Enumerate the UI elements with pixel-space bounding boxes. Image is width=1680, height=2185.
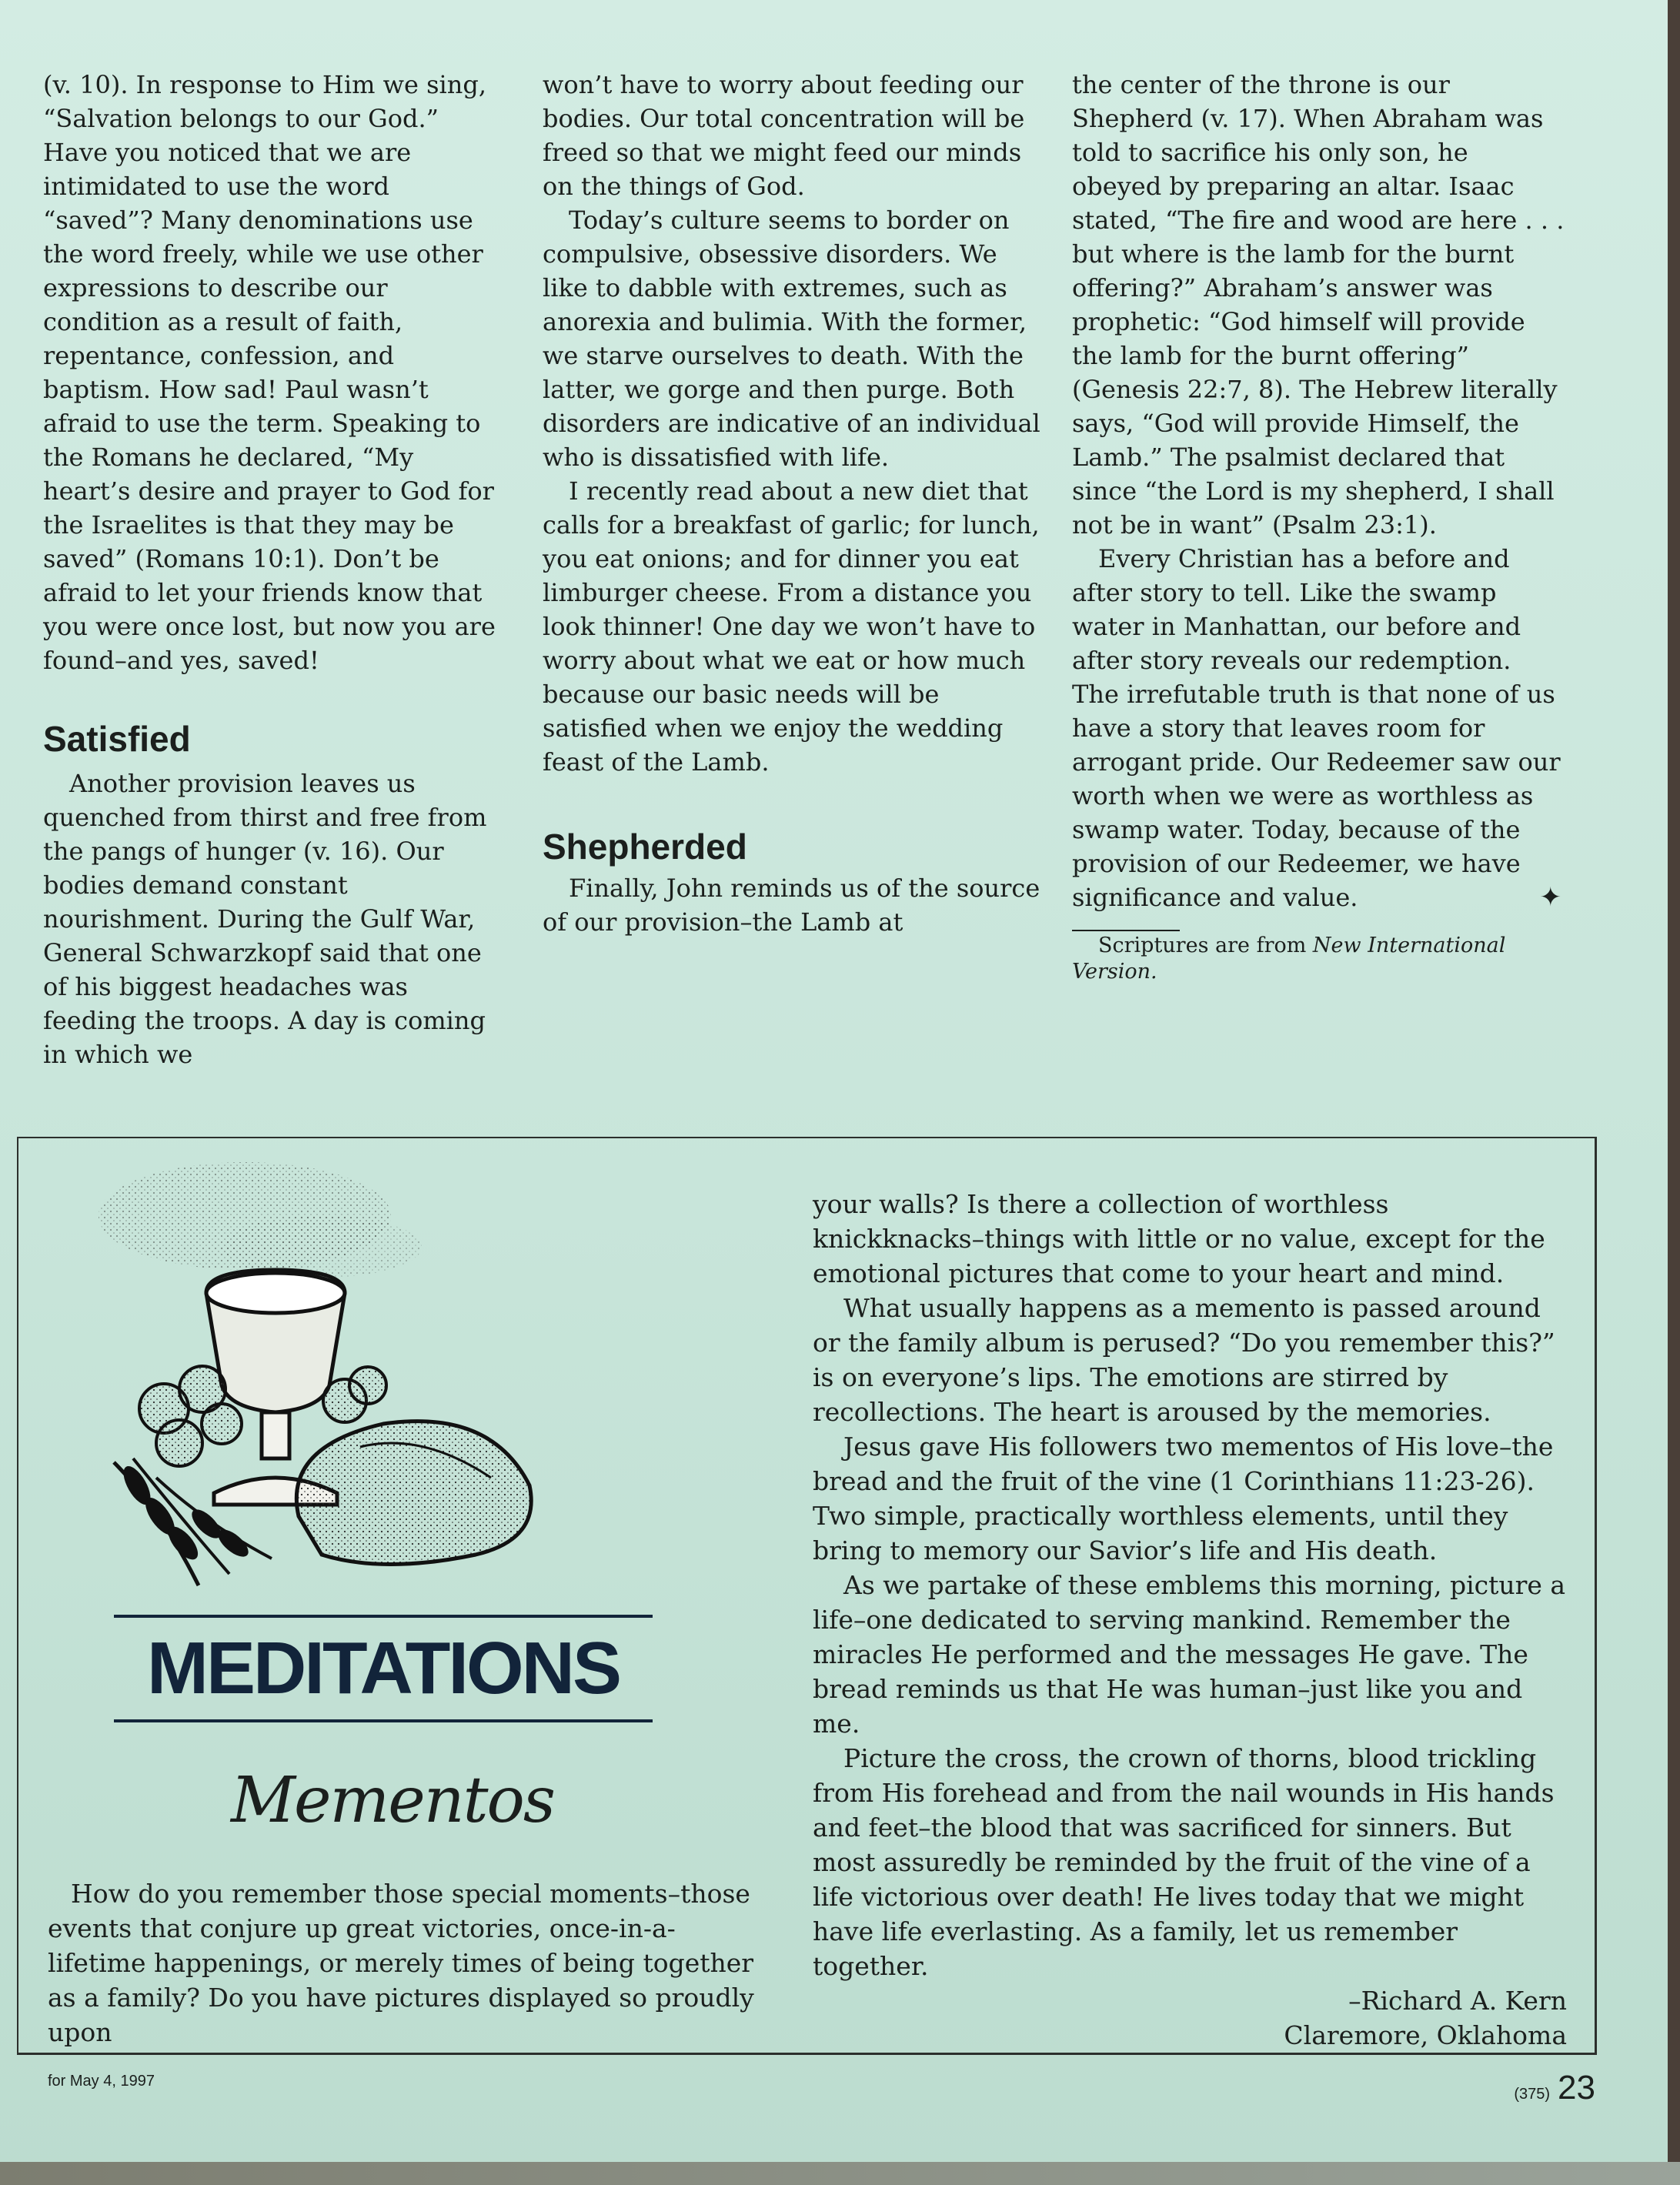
page-bottom-edge <box>0 2162 1680 2185</box>
page-edge-shadow <box>1668 0 1680 2185</box>
meditations-paragraph-5: Picture the cross, the crown of thorns, blood trickling from His forehead and from the nail wounds in His hands and feet–the blood that was sacrificed for sinners. But most assuredly be reminded by the fruit of the vine of a life victorious over death! He lives today that we might have life everlasting. As a family, let us remember together. <box>813 1743 1555 1981</box>
meditations-paragraph-1: your walls? Is there a collection of worthless knickknacks–things with little or no value, except for the emotional pictures that come to your heart and mind. <box>813 1189 1545 1288</box>
meditations-paragraph-3: Jesus gave His followers two mementos of His love–the bread and the fruit of the vine (1 Corinthians 11:23-26). Two simple, practically worthless elements, until they bring to memory our Savior’s life and His death. <box>813 1432 1554 1565</box>
page-number-block <box>1514 2069 1595 2107</box>
scripture-version: New International Version. <box>1072 934 1506 984</box>
author-location: Claremore, Oklahoma <box>1284 2020 1567 2050</box>
issue-code: (375) <box>1514 2086 1551 2103</box>
paragraph-abraham: the center of the throne is our Shepherd (v. 17). When Abraham was told to sacrifice his only son, he obeyed by preparing an altar. Isaac stated, “The fire and wood are here . . . but where is the lamb for the burnt offering?” Abraham’s answer was prophetic: “God himself will provide the lamb for the burnt offering” (Genesis 22:7, 8). The Hebrew literally says, “God will provide Himself, the Lamb.” The psalmist declared that since “the Lord is my shepherd, I shall not be in want” (Psalm 23:1). <box>1072 70 1565 540</box>
paragraph-before-after-text: Every Christian has a before and after story to tell. Like the swamp water in Manhattan, our before and after story reveals our redemption. The irrefutable truth is that none of us have a story that leaves room for arrogant pride. Our Redeemer saw our worth when we were as worthless as swamp water. Today, because of the provision of our Redeemer, we have significance and value. <box>1072 544 1561 912</box>
issue-date: for May 4, 1997 <box>48 2073 155 2090</box>
paragraph-shepherded: Finally, John reminds us of the source of our provision–the Lamb at <box>543 874 1040 937</box>
paragraph-diet: I recently read about a new diet that calls for a breakfast of garlic; for lunch, you eat onions; and for dinner you eat limburger cheese. From a distance you look thinner! One day we won’t have to worry about what we eat or how much because our basic needs will be satisfied when we enjoy the wedding feast of the Lamb. <box>543 476 1040 777</box>
communion-cup-and-bread-icon <box>91 1154 568 1601</box>
heading-shepherded: Shepherded <box>543 827 747 867</box>
heading-satisfied: Satisfied <box>43 719 191 759</box>
paragraph-feeding: won’t have to worry about feeding our bodies. Our total concentration will be freed so that we might feed our minds on the things of God. <box>543 70 1025 201</box>
footnote-rule <box>1072 930 1180 931</box>
paragraph-satisfied: Another provision leaves us quenched from thirst and free from the pangs of hunger (v. 16). Our bodies demand constant nourishment. During the Gulf War, General Schwarzkopf said that one of his biggest headaches was feeding the troops. A day is coming in which we <box>43 769 487 1069</box>
paragraph-before-after <box>1072 542 1565 914</box>
paragraph-culture: Today’s culture seems to border on compulsive, obsessive disorders. We like to dabble with extremes, such as anorexia and bulimia. With the former, we starve ourselves to death. With the latter, we gorge and then purge. Both disorders are indicative of an individual who is dissatisfied with life. <box>543 205 1040 472</box>
meditations-paragraph-2: What usually happens as a memento is passed around or the family album is perused? “Do you remember this?” is on everyone’s lips. The emotions are stirred by recollections. The heart is aroused by the memories. <box>813 1293 1555 1427</box>
end-of-article-icon: ✦ <box>1539 882 1561 913</box>
meditations-logo-text: MEDITATIONS <box>146 1627 620 1709</box>
article-column-1 <box>43 68 505 1071</box>
meditations-left-column <box>48 1876 756 2050</box>
logo-bottom-rule <box>114 1719 653 1722</box>
meditations-logo <box>114 1615 653 1722</box>
article-column-3 <box>1072 68 1565 985</box>
meditations-right-column <box>813 1187 1567 2053</box>
meditations-intro-paragraph: How do you remember those special moments–those events that conjure up great victories, once-in-a-lifetime happenings, or merely times of being together as a family? Do you have pictures displayed so proudly upon <box>48 1879 754 2047</box>
author-name: –Richard A. Kern <box>1348 1986 1567 2016</box>
scripture-note-prefix: Scriptures are from <box>1098 934 1313 957</box>
article-column-2 <box>543 68 1043 939</box>
page-number: 23 <box>1558 2069 1595 2106</box>
scripture-note <box>1072 933 1565 985</box>
meditations-paragraph-4: As we partake of these emblems this morning, picture a life–one dedicated to serving mankind. Remember the miracles He performed and the messages He gave. The bread reminds us that He was human–just like you and me. <box>813 1570 1566 1739</box>
mementos-title: Mementos <box>231 1764 554 1837</box>
logo-top-rule <box>114 1615 653 1618</box>
paragraph-saved: (v. 10). In response to Him we sing, “Salvation belongs to our God.” Have you noticed that we are intimidated to use the word “saved”? Many denominations use the word freely, while we use other expressions to describe our condition as a result of faith, repentance, confession, and baptism. How sad! Paul wasn’t afraid to use the term. Speaking to the Romans he declared, “My heart’s desire and prayer to God for the Israelites is that they may be saved” (Romans 10:1). Don’t be afraid to let your friends know that you were once lost, but now you are found–and yes, saved! <box>43 70 496 675</box>
